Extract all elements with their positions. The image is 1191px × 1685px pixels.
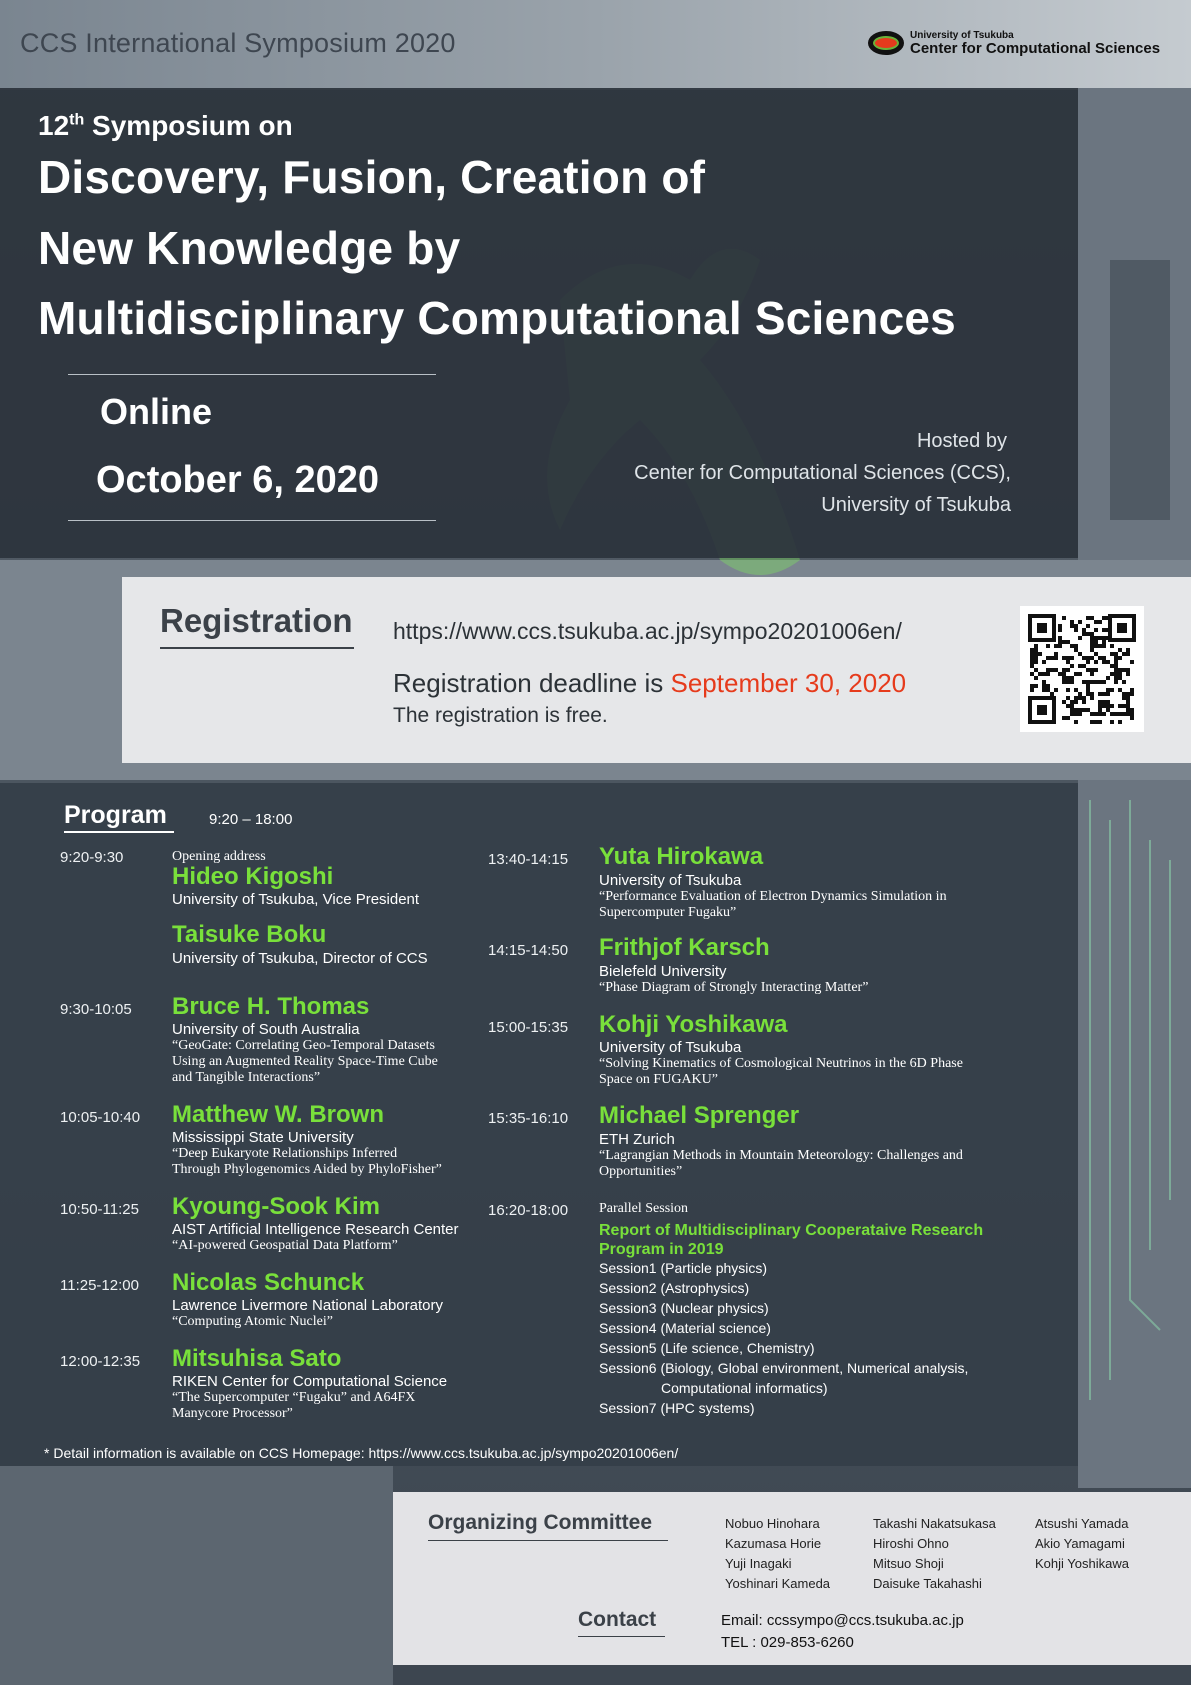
speaker-name: Matthew W. Brown xyxy=(172,1101,384,1128)
speaker-affiliation: Lawrence Livermore National Laboratory xyxy=(172,1297,443,1314)
committee-heading: Organizing Committee xyxy=(428,1511,653,1534)
talk-title: “AI-powered Geospatial Data Platform” xyxy=(172,1238,398,1253)
speaker-name: Frithjof Karsch xyxy=(599,934,770,961)
parallel-session-title: Report of Multidisciplinary Cooperataive Research Program in 2019 xyxy=(599,1222,984,1258)
registration-deadline: Registration deadline is September 30, 2020 xyxy=(393,668,907,698)
committee-column: Atsushi Yamada Akio Yamagami Kohji Yoshikawa xyxy=(1035,1516,1129,1571)
speaker-name: Mitsuhisa Sato xyxy=(172,1345,342,1372)
slot-time: 9:30-10:05 xyxy=(60,1001,132,1018)
speaker-name: Michael Sprenger xyxy=(599,1102,800,1129)
contact-phone: TEL : 029-853-6260 xyxy=(721,1634,854,1651)
program-hours: 9:20 – 18:00 xyxy=(209,811,293,828)
talk-title: “Solving Kinematics of Cosmological Neutrinos in the 6D Phase Space on FUGAKU” xyxy=(599,1056,963,1087)
speaker-affiliation: University of Tsukuba xyxy=(599,872,742,889)
divider xyxy=(68,374,436,375)
slot-note: Opening address xyxy=(172,849,266,864)
contact-heading: Contact xyxy=(578,1608,657,1631)
symposium-number: 12th Symposium on xyxy=(38,110,293,141)
committee-column: Takashi Nakatsukasa Hiroshi Ohno Mitsuo Shoji Daisuke Takahashi xyxy=(873,1516,996,1591)
heading-underline xyxy=(64,831,174,833)
speaker-affiliation: RIKEN Center for Computational Science xyxy=(172,1373,448,1390)
slot-note: Parallel Session xyxy=(599,1201,689,1216)
heading-underline xyxy=(428,1540,668,1541)
speaker-name: Bruce H. Thomas xyxy=(172,993,370,1020)
speaker-affiliation: University of South Australia xyxy=(172,1021,360,1038)
list-item: Session1 (Particle physics) xyxy=(599,1260,768,1276)
registration-fee-note: The registration is free. xyxy=(393,704,608,727)
list-item: Session7 (HPC systems) xyxy=(599,1400,755,1416)
ccs-logo xyxy=(868,26,1160,60)
heading-underline xyxy=(578,1636,665,1637)
speaker-affiliation: AIST Artificial Intelligence Research Center xyxy=(172,1221,459,1238)
title-line-2: New Knowledge by xyxy=(38,222,461,274)
host-name: Center for Computational Sciences (CCS), xyxy=(634,462,1011,484)
speaker-name: Taisuke Boku xyxy=(172,921,327,948)
slot-time: 15:35-16:10 xyxy=(488,1110,569,1127)
list-item: Session5 (Life science, Chemistry) xyxy=(599,1340,815,1356)
speaker-name: Nicolas Schunck xyxy=(172,1269,365,1296)
contact-email[interactable]: Email: ccssympo@ccs.tsukuba.ac.jp xyxy=(721,1612,964,1629)
list-item: Session3 (Nuclear physics) xyxy=(599,1300,769,1316)
committee-column: Nobuo Hinohara Kazumasa Horie Yuji Inagaki Yoshinari Kameda xyxy=(725,1516,831,1591)
qr-code-icon[interactable] xyxy=(1020,606,1144,732)
list-item: Session4 (Material science) xyxy=(599,1320,771,1336)
list-item: Session2 (Astrophysics) xyxy=(599,1280,750,1296)
speaker-affiliation: University of Tsukuba, Director of CCS xyxy=(172,950,428,967)
talk-title: “Phase Diagram of Strongly Interacting Matter” xyxy=(599,980,869,995)
speaker-affiliation: ETH Zurich xyxy=(599,1131,675,1148)
speaker-affiliation: University of Tsukuba xyxy=(599,1039,742,1056)
session-list xyxy=(599,1258,968,1418)
speaker-name: Kyoung-Sook Kim xyxy=(172,1193,380,1220)
divider xyxy=(68,520,436,521)
talk-title: “GeoGate: Correlating Geo-Temporal Datasets Using an Augmented Reality Space-Time Cube and Tangible Interactions” xyxy=(172,1038,438,1085)
slot-time: 13:40-14:15 xyxy=(488,851,569,868)
list-item: Session6 (Biology, Global environment, Numerical analysis, xyxy=(599,1360,969,1376)
speaker-name: Kohji Yoshikawa xyxy=(599,1011,788,1038)
footnote: * Detail information is available on CCS Homepage: https://www.ccs.tsukuba.ac.jp/sympo20201006en/ xyxy=(44,1445,679,1461)
slot-time: 11:25-12:00 xyxy=(60,1277,139,1294)
logo-center: Center for Computational Sciences xyxy=(910,39,1161,57)
talk-title: “Computing Atomic Nuclei” xyxy=(172,1314,333,1329)
speaker-name: Yuta Hirokawa xyxy=(599,843,764,870)
ccs-logo-icon xyxy=(868,31,904,55)
talk-title: “Deep Eukaryote Relationships Inferred Through Phylogenomics Aided by PhyloFisher” xyxy=(172,1146,442,1177)
registration-heading: Registration xyxy=(160,602,353,639)
logo-university: University of Tsukuba xyxy=(910,29,1014,41)
slot-time: 10:50-11:25 xyxy=(60,1201,139,1218)
slot-time: 15:00-15:35 xyxy=(488,1019,569,1036)
speaker-affiliation: University of Tsukuba, Vice President xyxy=(172,891,420,908)
heading-underline xyxy=(160,647,354,649)
slot-time: 12:00-12:35 xyxy=(60,1353,141,1370)
talk-title: “Performance Evaluation of Electron Dynamics Simulation in Supercomputer Fugaku” xyxy=(599,889,947,920)
talk-title: “Lagrangian Methods in Mountain Meteorology: Challenges and Opportunities” xyxy=(599,1148,963,1179)
speaker-affiliation: Bielefeld University xyxy=(599,963,727,980)
event-format: Online xyxy=(100,391,213,432)
title-line-1: Discovery, Fusion, Creation of xyxy=(38,151,706,203)
program-heading: Program xyxy=(64,801,167,829)
registration-url[interactable]: https://www.ccs.tsukuba.ac.jp/sympo20201006en/ xyxy=(393,618,902,644)
slot-time: 9:20-9:30 xyxy=(60,849,124,866)
hosted-by-label: Hosted by xyxy=(916,430,1007,452)
title-line-3: Multidisciplinary Computational Sciences xyxy=(38,292,956,344)
slot-time: 10:05-10:40 xyxy=(60,1109,141,1126)
event-date: October 6, 2020 xyxy=(96,459,380,501)
deadline-date: September 30, 2020 xyxy=(670,668,907,698)
symposium-series-title: CCS International Symposium 2020 xyxy=(20,28,456,58)
speaker-affiliation: Mississippi State University xyxy=(172,1129,354,1146)
speaker-name: Hideo Kigoshi xyxy=(172,863,334,890)
slot-time: 14:15-14:50 xyxy=(488,942,569,959)
list-item: Computational informatics) xyxy=(661,1380,828,1396)
host-university: University of Tsukuba xyxy=(821,494,1011,516)
slot-time: 16:20-18:00 xyxy=(488,1202,569,1219)
talk-title: “The Supercomputer “Fugaku” and A64FX Manycore Processor” xyxy=(172,1390,416,1421)
